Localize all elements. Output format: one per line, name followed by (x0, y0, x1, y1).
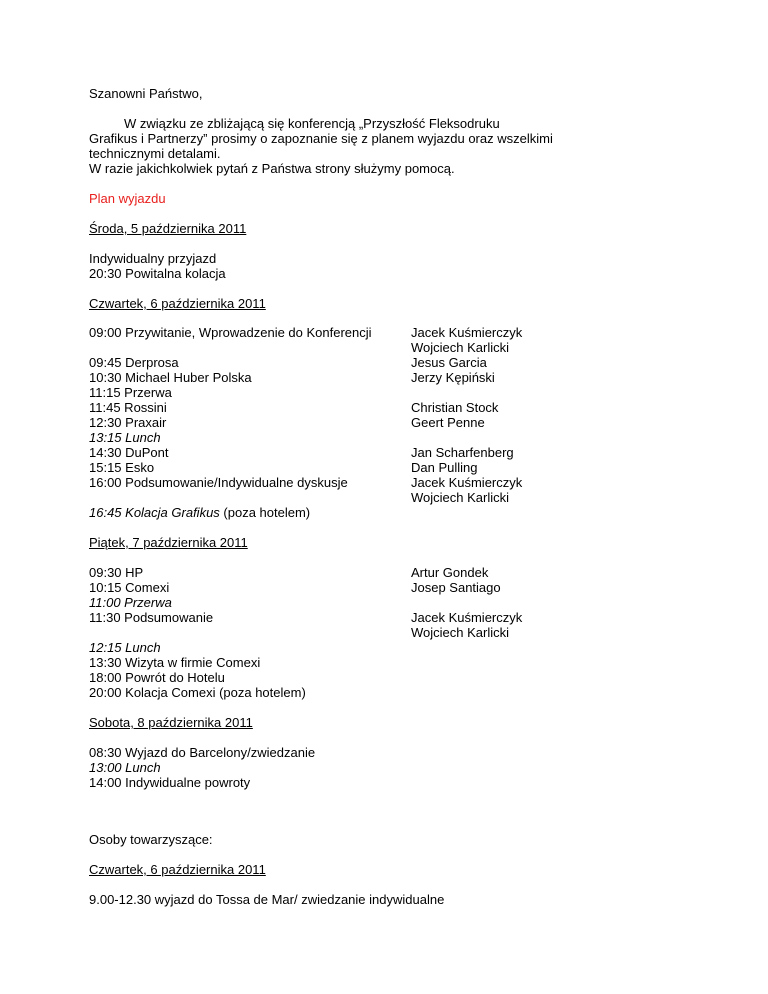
companions-title: Osoby towarzyszące: (89, 832, 213, 847)
schedule-item-break: 11:00 Przerwa (89, 595, 172, 610)
schedule-item: 18:00 Powrót do Hotelu (89, 670, 225, 685)
schedule-item: 08:30 Wyjazd do Barcelony/zwiedzanie (89, 745, 316, 760)
day-heading-friday: Piątek, 7 października 2011 (89, 535, 248, 550)
schedule-item: Indywidualny przyjazd (89, 251, 217, 266)
schedule-item: 15:15 Esko (89, 460, 155, 475)
schedule-item-lunch: 13:15 Lunch (89, 430, 161, 445)
speaker: Wojciech Karlicki (411, 490, 510, 505)
speaker: Jacek Kuśmierczyk (411, 325, 523, 340)
speaker: Wojciech Karlicki (411, 625, 510, 640)
intro-line: technicznymi detalami. (89, 146, 221, 161)
intro-line: W związku ze zbliżającą się konferencją „Przyszłość Fleksodruku (124, 116, 500, 131)
speaker: Christian Stock (411, 400, 499, 415)
day-heading-thursday: Czwartek, 6 października 2011 (89, 296, 266, 311)
schedule-item: 11:15 Przerwa (89, 385, 172, 400)
speaker: Jacek Kuśmierczyk (411, 610, 523, 625)
speaker: Wojciech Karlicki (411, 340, 510, 355)
schedule-item: 20:30 Powitalna kolacja (89, 266, 226, 281)
schedule-item: 16:00 Podsumowanie/Indywidualne dyskusje (89, 475, 348, 490)
companions-day-heading: Czwartek, 6 października 2011 (89, 862, 266, 877)
schedule-item: 10:15 Comexi (89, 580, 170, 595)
schedule-item-lunch: 13:00 Lunch (89, 760, 161, 775)
schedule-item: 11:30 Podsumowanie (89, 610, 214, 625)
speaker: Dan Pulling (411, 460, 478, 475)
schedule-item: 10:30 Michael Huber Polska (89, 370, 252, 385)
speaker: Josep Santiago (411, 580, 501, 595)
dinner-note: (poza hotelem) (219, 505, 311, 520)
speaker: Geert Penne (411, 415, 485, 430)
schedule-item: 12:30 Praxair (89, 415, 167, 430)
companions-item: 9.00-12.30 wyjazd do Tossa de Mar/ zwiedzanie indywidualne (89, 892, 445, 907)
schedule-item: 09:00 Przywitanie, Wprowadzenie do Konferencji (89, 325, 372, 340)
schedule-item: 14:00 Indywidualne powroty (89, 775, 251, 790)
plan-title: Plan wyjazdu (89, 191, 166, 206)
speaker: Artur Gondek (411, 565, 489, 580)
schedule-item: 09:45 Derprosa (89, 355, 179, 370)
day-heading-wednesday: Środa, 5 października 2011 (89, 221, 247, 236)
speaker: Jesus Garcia (411, 355, 487, 370)
schedule-item-dinner (89, 505, 310, 520)
schedule-item: 20:00 Kolacja Comexi (poza hotelem) (89, 685, 306, 700)
schedule-item: 09:30 HP (89, 565, 144, 580)
schedule-item-lunch: 12:15 Lunch (89, 640, 161, 655)
schedule-item: 11:45 Rossini (89, 400, 167, 415)
schedule-item: 13:30 Wizyta w firmie Comexi (89, 655, 261, 670)
speaker: Jacek Kuśmierczyk (411, 475, 523, 490)
speaker: Jan Scharfenberg (411, 445, 514, 460)
dinner-time: 16:45 Kolacja Grafikus (89, 505, 220, 520)
day-heading-saturday: Sobota, 8 października 2011 (89, 715, 253, 730)
intro-line: W razie jakichkolwiek pytań z Państwa strony służymy pomocą. (89, 161, 455, 176)
speaker: Jerzy Kępiński (411, 370, 495, 385)
intro-line: Grafikus i Partnerzy” prosimy o zapoznanie się z planem wyjazdu oraz wszelkimi (89, 131, 553, 146)
greeting: Szanowni Państwo, (89, 86, 203, 101)
schedule-item: 14:30 DuPont (89, 445, 169, 460)
